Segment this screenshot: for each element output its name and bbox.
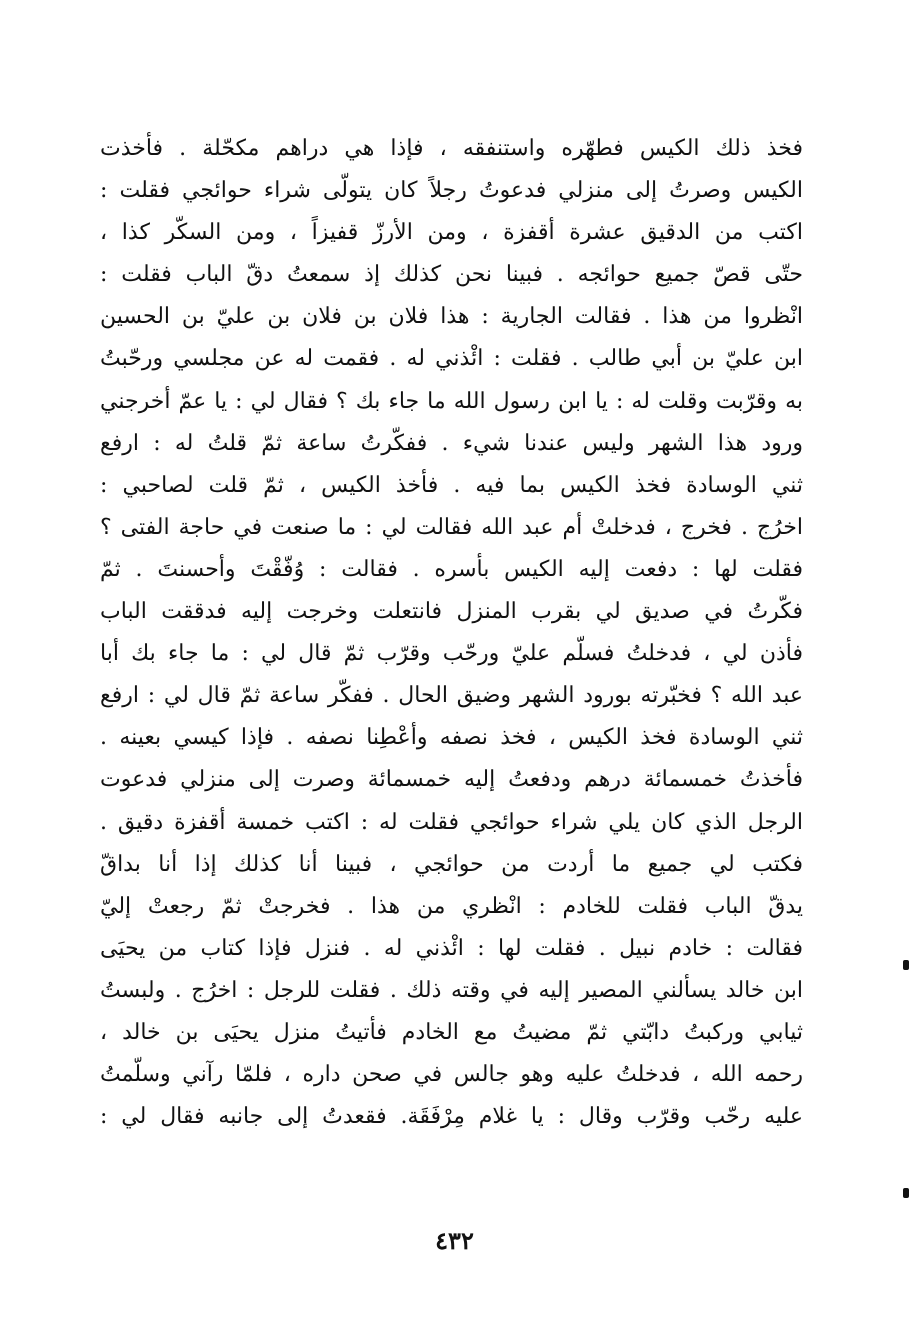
- scan-mark: [903, 1188, 909, 1198]
- text-line: اخرُج . فخرج ، فدخلتْ أم عبد الله فقالت لي : ما صنعت في حاجة الفتى ؟: [100, 514, 803, 540]
- text-line: الكيس وصرتُ إلى منزلي فدعوتُ رجلاً كان يتولّى شراء حوائجي فقلت :: [100, 178, 803, 204]
- text-line: فكتب لي جميع ما أردت من حوائجي ، فبينا أنا كذلك إذا أنا بداقّ: [100, 851, 803, 877]
- scan-mark: [903, 960, 909, 970]
- body-text: [100, 128, 803, 1138]
- text-line: فكّرتُ في صديق لي بقرب المنزل فانتعلت وخرجت إليه فدققت الباب: [100, 599, 803, 625]
- text-line: اكتب من الدقيق عشرة أقفزة ، ومن الأرزّ قفيزاً ، ومن السكّر كذا ،: [100, 220, 803, 246]
- text-line: فخذ ذلك الكيس فطهّره واستنفقه ، فإذا هي دراهم مكحّلة . فأخذت: [100, 136, 803, 161]
- text-line: الرجل الذي كان يلي شراء حوائجي فقلت له : اكتب خمسة أقفزة دقيق .: [100, 809, 803, 835]
- text-line: ابن عليّ بن أبي طالب . فقلت : ائْذني له . فقمت له عن مجلسي ورحّبتُ: [100, 346, 803, 372]
- text-line: ثيابي وركبتُ دابّتي ثمّ مضيتُ مع الخادم فأتيتُ منزل يحيَى بن خالد ،: [100, 1019, 803, 1045]
- text-line: انْظروا من هذا . فقالت الجارية : هذا فلان بن فلان بن عليّ بن الحسين: [100, 304, 803, 330]
- text-line: فقلت لها : دفعت إليه الكيس بأسره . فقالت : وُفّقْتَ وأحسنتَ . ثمّ: [100, 556, 803, 582]
- text-line: به وقرّبت وقلت له : يا ابن رسول الله ما جاء بك ؟ فقال لي : يا عمّ أخرجني: [100, 388, 803, 414]
- text-line: ابن خالد يسألني المصير إليه في وقته ذلك . فقلت للرجل : اخرُج . ولبستُ: [100, 977, 803, 1003]
- page-number: ٤٣٢: [435, 1226, 474, 1255]
- text-line: فأخذتُ خمسمائة درهم ودفعتُ إليه خمسمائة وصرت إلى منزلي فدعوت: [100, 767, 803, 793]
- text-line: فأذن لي ، فدخلتُ فسلّم عليّ ورحّب وقرّب ثمّ قال لي : ما جاء بك أبا: [100, 641, 803, 667]
- text-line: رحمه الله ، فدخلتُ عليه وهو جالس في صحن داره ، فلمّا رآني وسلّمتُ: [100, 1062, 803, 1088]
- text-line: فقالت : خادم نبيل . فقلت لها : ائْذني له . فنزل فإذا كتاب من يحيَى: [100, 935, 803, 961]
- text-line: عبد الله ؟ فخبّرته بورود الشهر وضيق الحال . ففكّر ساعة ثمّ قال لي : ارفع: [100, 683, 803, 709]
- text-line: عليه رحّب وقرّب وقال : يا غلام مِرْفَقَة. فقعدتُ إلى جانبه فقال لي :: [100, 1104, 803, 1130]
- text-line: ثني الوسادة فخذ الكيس بما فيه . فأخذ الكيس ، ثمّ قلت لصاحبي :: [100, 472, 803, 498]
- text-line: ثني الوسادة فخذ الكيس ، فخذ نصفه وأعْطِنا نصفه . فإذا كيسي بعينه .: [100, 725, 803, 751]
- text-line: يدقّ الباب فقلت للخادم : انْظري من هذا . فخرجتْ ثمّ رجعتْ إليّ: [100, 893, 803, 919]
- text-line: ورود هذا الشهر وليس عندنا شيء . ففكّرتُ ساعة ثمّ قلتُ له : ارفع: [100, 430, 803, 456]
- text-line: حتّى قصّ جميع حوائجه . فبينا نحن كذلك إذ سمعتُ دقّ الباب فقلت :: [100, 262, 803, 288]
